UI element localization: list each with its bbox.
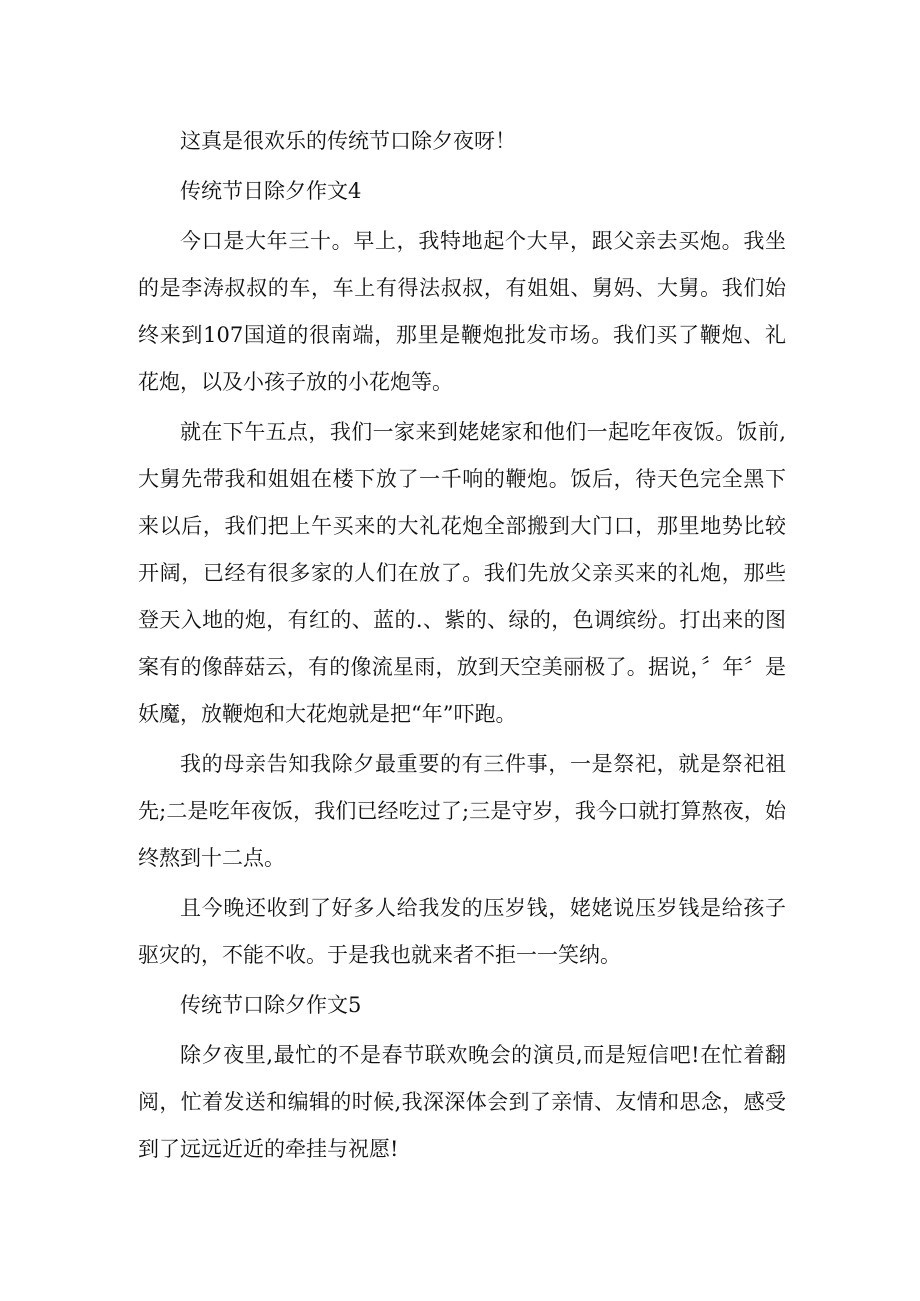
paragraph-closing-line: 这真是很欢乐的传统节口除夕夜呀！ <box>180 129 516 153</box>
paragraph-buying-firecrackers: 今口是大年三十。早上，我特地起个大早，跟父亲去买炮。我坐的是李涛叔叔的车，车上有得法叔叔，有姐姐、舅妈、大舅。我们始终来到107国道的很南端，那里是鞭炮批发市场。我们买了鞭炮、礼花炮，以及小孩子放的小花炮等。 <box>138 229 786 394</box>
section-heading-essay-5: 传统节口除夕作文5 <box>180 993 362 1017</box>
document-body <box>138 118 786 1176</box>
paragraph-three-customs: 我的母亲告知我除夕最重要的有三件事，一是祭祀，就是祭祀祖先;二是吃年夜饭，我们已经吃过了;三是守岁，我今口就打算熬夜，始终熬到十二点。 <box>138 752 786 870</box>
paragraph-new-year-dinner: 就在下午五点，我们一家来到姥姥家和他们一起吃年夜饭。饭前,大舅先带我和姐姐在楼下放了一千响的鞭炮。饭后，待天色完全黑下来以后，我们把上午买来的大礼花炮全部搬到大门口，那里地势比较开阔，已经有很多家的人们在放了。我们先放父亲买来的礼炮，那些登天入地的炮，有红的、蓝的.、紫的、绿的，色调缤纷。打出来的图案有的像薛菇云，有的像流星雨，放到天空美丽极了。据说，〞年〞是妖魔，放鞭炮和大花炮就是把“年”吓跑。 <box>138 420 786 726</box>
paragraph-red-envelopes: 且今晚还收到了好多人给我发的压岁钱，姥姥说压岁钱是给孩子驱灾的，不能不收。于是我也就来者不拒一一笑纳。 <box>138 896 786 967</box>
paragraph-text-messages: 除夕夜里,最忙的不是春节联欢晚会的演员,而是短信吧!在忙着翻阅，忙着发送和编辑的时候,我深深体会到了亲情、友情和思念，感受到了远远近近的牵挂与祝愿! <box>138 1043 786 1161</box>
section-heading-essay-4: 传统节日除夕作文4 <box>180 179 362 203</box>
